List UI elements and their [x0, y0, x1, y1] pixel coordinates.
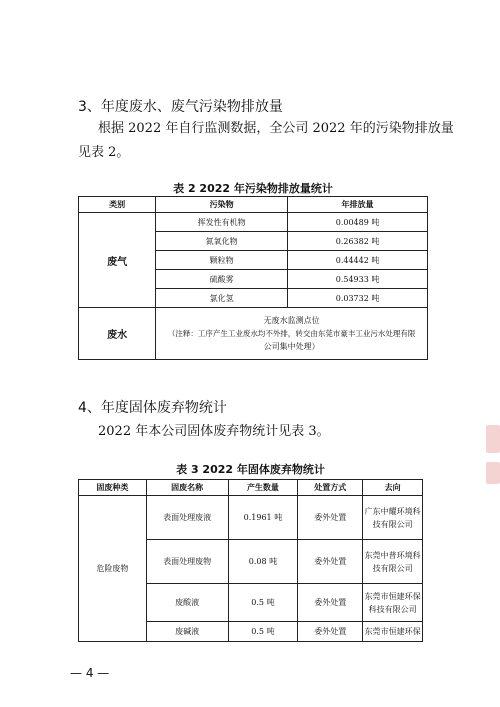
table3-header-type: 固废种类 [79, 480, 147, 496]
waste-method-cell: 委外处置 [298, 622, 363, 642]
table-row [79, 213, 428, 232]
waste-name-cell: 表面处理废液 [146, 496, 228, 540]
table2-header-amount: 年排放量 [288, 197, 428, 213]
destination-line2: 技有限公司 [372, 563, 413, 573]
waste-destination-cell [363, 496, 423, 540]
destination-line1: 东莞市恒建环保 [364, 627, 421, 636]
table3-category: 危险废物 [79, 496, 147, 642]
pollutant-cell: 硫酸雾 [156, 270, 288, 289]
table2-category-gas: 废气 [79, 213, 156, 308]
destination-line2: 科技有限公司 [368, 604, 417, 614]
pollutant-cell: 氮氧化物 [156, 232, 288, 251]
section3-paragraph-line2: 见表 2。 [78, 145, 130, 160]
table3-header-method: 处置方式 [298, 480, 363, 496]
table3-caption: 表 3 2022 年固体废弃物统计 [176, 463, 325, 476]
section4-heading: 4、年度固体废弃物统计 [78, 400, 227, 416]
destination-line1: 东莞中普环境科 [364, 550, 421, 560]
seal-mark [486, 425, 500, 453]
waste-method-cell: 委外处置 [298, 496, 363, 540]
section3-heading: 3、年度废水、废气污染物排放量 [78, 99, 283, 115]
water-note-line1: 无废水监测点位 [263, 316, 320, 325]
table2-category-water: 废水 [79, 308, 156, 360]
water-note-cell [156, 308, 428, 360]
amount-cell: 0.26382 吨 [288, 232, 428, 251]
waste-qty-cell: 0.5 吨 [228, 622, 298, 642]
waste-name-cell: 废酸液 [146, 584, 228, 622]
table3-header-name: 固废名称 [146, 480, 228, 496]
waste-qty-cell: 0.1961 吨 [228, 496, 298, 540]
table3-header-qty: 产生数量 [228, 480, 298, 496]
destination-line1: 东莞市恒建环保 [364, 591, 421, 601]
table2 [78, 196, 428, 360]
waste-name-cell: 废碱液 [146, 622, 228, 642]
table3 [78, 479, 423, 642]
waste-qty-cell: 0.5 吨 [228, 584, 298, 622]
table2-caption: 表 2 2022 年污染物排放量统计 [173, 182, 333, 195]
amount-cell: 0.00489 吨 [288, 213, 428, 232]
waste-destination-cell [363, 584, 423, 622]
table3-header-destination: 去向 [363, 480, 423, 496]
pollutant-cell: 氯化氢 [156, 289, 288, 308]
amount-cell: 0.54933 吨 [288, 270, 428, 289]
table-row [79, 496, 423, 540]
table2-header-category: 类别 [79, 197, 156, 213]
destination-line2: 技有限公司 [372, 519, 413, 529]
table2-header-pollutant: 污染物 [156, 197, 288, 213]
pollutant-cell: 颗粒物 [156, 251, 288, 270]
pollutant-cell: 挥发性有机物 [156, 213, 288, 232]
waste-destination-cell [363, 540, 423, 584]
page-number: — 4 — [70, 666, 110, 680]
waste-method-cell: 委外处置 [298, 540, 363, 584]
amount-cell: 0.44442 吨 [288, 251, 428, 270]
table-row [79, 308, 428, 360]
table3-header-row [79, 480, 423, 496]
waste-qty-cell: 0.08 吨 [228, 540, 298, 584]
water-note-line2: （注释：工序产生工业废水均不外排，转交由东莞市豪丰工业污水处理有限 [167, 329, 416, 338]
waste-method-cell: 委外处置 [298, 584, 363, 622]
water-note-line3: 公司集中处理） [263, 342, 320, 351]
table2-header-row [79, 197, 428, 213]
destination-line1: 广东中耀环境科 [364, 506, 421, 516]
waste-name-cell: 表面处理废物 [146, 540, 228, 584]
seal-mark [486, 462, 500, 484]
section3-paragraph-line1: 根据 2022 年自行监测数据，全公司 2022 年的污染物排放量 [98, 121, 454, 136]
amount-cell: 0.03732 吨 [288, 289, 428, 308]
section4-paragraph: 2022 年本公司固体废弃物统计见表 3。 [98, 424, 330, 439]
waste-destination-cell [363, 622, 423, 642]
